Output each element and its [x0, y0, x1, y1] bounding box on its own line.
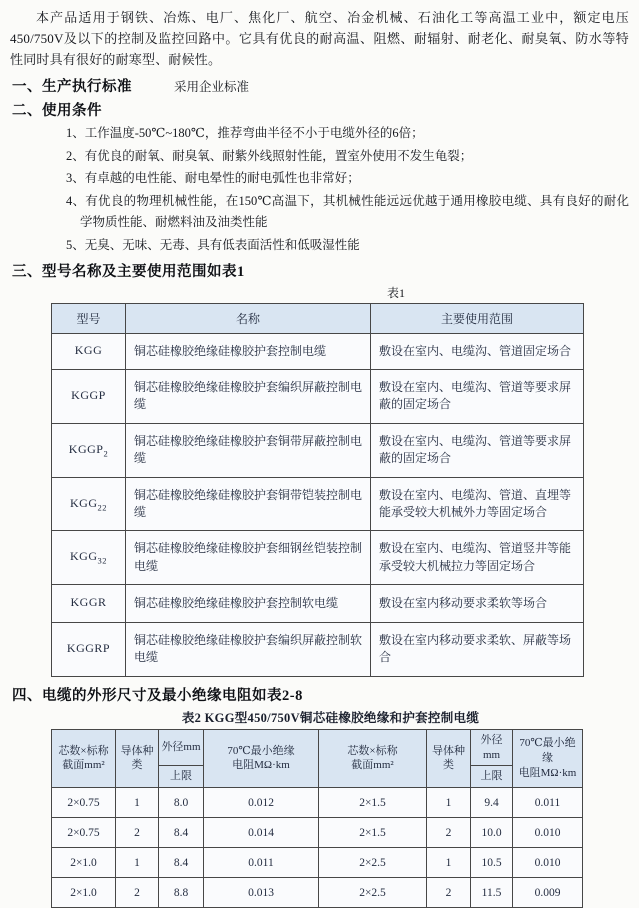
value-cell: 2×1.5 — [319, 788, 427, 818]
name-cell: 铜芯硅橡胶绝缘硅橡胶护套编织屏蔽控制电缆 — [126, 370, 371, 424]
section-2-heading: 二、使用条件 — [12, 103, 102, 120]
table2-header-ir-left — [204, 729, 319, 788]
spec-line1: 芯数×标称 — [58, 744, 109, 757]
value-cell: 0.012 — [204, 788, 319, 818]
table-row — [52, 848, 583, 878]
value-cell: 2 — [427, 818, 471, 848]
value-cell: 2×1.0 — [52, 848, 116, 878]
table1-label: 表1 — [387, 286, 406, 301]
model-range-table — [51, 303, 584, 676]
intro-paragraph: 本产品适用于钢铁、冶炼、电厂、焦化厂、航空、冶金机械、石油化工等高温工业中，额定电压450/750V及以下的控制及监控回路中。它具有优良的耐高温、阻燃、耐辐射、耐老化、耐臭氧、防水等特性同时具有很好的耐寒型、耐候性。 — [10, 10, 629, 67]
value-cell: 0.014 — [204, 818, 319, 848]
model-cell: KGGR — [52, 585, 126, 623]
range-cell: 敷设在室内、电缆沟、管道竖井等能承受较大机械拉力等固定场合 — [371, 531, 584, 585]
table-row — [52, 622, 584, 676]
value-cell: 2×0.75 — [52, 818, 116, 848]
value-cell: 1 — [116, 788, 159, 818]
section-1-body: 采用企业标准 — [174, 80, 250, 95]
value-cell: 0.010 — [513, 818, 583, 848]
value-cell: 0.013 — [204, 878, 319, 908]
model-cell: $KGG_{22}$ — [52, 477, 126, 531]
model-cell: KGGRP — [52, 622, 126, 676]
range-cell: 敷设在室内移动要求柔软、屏蔽等场合 — [371, 622, 584, 676]
value-cell: 2×0.75 — [52, 788, 116, 818]
condition-item: 5、无臭、无味、无毒、具有低表面活性和低吸湿性能 — [66, 237, 360, 252]
value-cell: 2×1.5 — [319, 818, 427, 848]
table-row — [52, 818, 583, 848]
table2-header-spec-right — [319, 729, 427, 788]
range-cell: 敷设在室内、电缆沟、管道、直埋等能承受较大机械外力等固定场合 — [371, 477, 584, 531]
table-row — [52, 585, 584, 623]
ir-line1: 70℃最小绝缘 — [519, 737, 576, 765]
value-cell: 2 — [427, 878, 471, 908]
range-cell: 敷设在室内、电缆沟、管道等要求屏蔽的固定场合 — [371, 423, 584, 477]
table-row — [52, 477, 584, 531]
value-cell: 8.0 — [159, 788, 204, 818]
condition-item: 3、有卓越的电性能、耐电晕性的耐电弧性也非常好； — [66, 171, 360, 186]
name-cell: 铜芯硅橡胶绝缘硅橡胶护套铜带铠装控制电缆 — [126, 477, 371, 531]
section-4 — [12, 684, 629, 705]
value-cell: 1 — [427, 848, 471, 878]
ir-line2: 电阻MΩ·km — [518, 766, 577, 779]
spec-line2: 截面mm² — [62, 759, 105, 772]
table2-header-od-limit-left: 上限 — [159, 766, 204, 788]
table2-header-od-limit-right: 上限 — [471, 766, 513, 788]
value-cell: 0.009 — [513, 878, 583, 908]
value-cell: 2 — [116, 878, 159, 908]
table1-header-name: 名称 — [126, 304, 371, 334]
value-cell: 2 — [116, 818, 159, 848]
value-cell: 2×1.0 — [52, 878, 116, 908]
value-cell: 2×2.5 — [319, 848, 427, 878]
name-cell: 铜芯硅橡胶绝缘硅橡胶护套铜带屏蔽控制电缆 — [126, 423, 371, 477]
name-cell: 铜芯硅橡胶绝缘硅橡胶护套编织屏蔽控制软电缆 — [126, 622, 371, 676]
usage-conditions-list — [10, 123, 629, 256]
table2-header-conductor-right: 导体种类 — [427, 729, 471, 788]
table2-header-conductor-left: 导体种类 — [116, 729, 159, 788]
value-cell: 1 — [427, 788, 471, 818]
table2-header — [52, 729, 583, 788]
range-cell: 敷设在室内、电缆沟、管道固定场合 — [371, 334, 584, 370]
condition-item: 4、有优良的物理机械性能，在150℃高温下，其机械性能远远优越于通用橡胶电缆、具有良好的耐化学物质性能、耐燃料油及油类性能 — [66, 193, 629, 230]
spec-line2: 截面mm² — [351, 759, 394, 772]
spec-line1: 芯数×标称 — [347, 744, 398, 757]
value-cell: 9.4 — [471, 788, 513, 818]
value-cell: 8.8 — [159, 878, 204, 908]
ir-line2: 电阻MΩ·km — [232, 759, 290, 772]
name-cell: 铜芯硅橡胶绝缘硅橡胶护套控制电缆 — [126, 334, 371, 370]
section-1 — [12, 75, 629, 96]
value-cell: 10.5 — [471, 848, 513, 878]
section-3 — [12, 260, 629, 281]
table-row — [52, 878, 583, 908]
dimensions-resistance-table — [51, 729, 583, 908]
value-cell: 0.010 — [513, 848, 583, 878]
model-cell: $KGGP_2$ — [52, 423, 126, 477]
section-4-heading: 四、电缆的外形尺寸及最小绝缘电阻如表2-8 — [12, 687, 303, 704]
range-cell: 敷设在室内移动要求柔软等场合 — [371, 585, 584, 623]
name-cell: 铜芯硅橡胶绝缘硅橡胶护套控制软电缆 — [126, 585, 371, 623]
table2-header-ir-right — [513, 729, 583, 788]
value-cell: 2×2.5 — [319, 878, 427, 908]
table1-header-row — [52, 304, 584, 334]
model-cell: KGG — [52, 334, 126, 370]
condition-item: 2、有优良的耐氧、耐臭氧、耐紫外线照射性能，置室外使用不发生龟裂； — [66, 148, 473, 163]
table2-header-od-right: 外径mm — [471, 729, 513, 766]
table-row — [52, 334, 584, 370]
value-cell: 0.011 — [204, 848, 319, 878]
table1-header-range: 主要使用范围 — [371, 304, 584, 334]
table-row — [52, 370, 584, 424]
value-cell: 1 — [116, 848, 159, 878]
condition-item: 1、工作温度-50℃~180℃，推荐弯曲半径不小于电缆外径的6倍； — [66, 126, 424, 141]
table1-header-model: 型号 — [52, 304, 126, 334]
table-row — [52, 531, 584, 585]
value-cell: 8.4 — [159, 818, 204, 848]
value-cell: 8.4 — [159, 848, 204, 878]
table-row — [52, 423, 584, 477]
section-3-heading: 三、型号名称及主要使用范围如表1 — [12, 264, 245, 281]
table-row — [52, 788, 583, 818]
name-cell: 铜芯硅橡胶绝缘硅橡胶护套细钢丝铠装控制电缆 — [126, 531, 371, 585]
table2-caption: 表2 KGG型450/750V铜芯硅橡胶绝缘和护套控制电缆 — [181, 710, 480, 725]
model-cell: $KGG_{32}$ — [52, 531, 126, 585]
section-1-heading: 一、生产执行标准 — [12, 79, 132, 96]
ir-line1: 70℃最小绝缘 — [227, 744, 295, 757]
value-cell: 0.011 — [513, 788, 583, 818]
table2-header-spec-left — [52, 729, 116, 788]
model-cell: KGGP — [52, 370, 126, 424]
value-cell: 10.0 — [471, 818, 513, 848]
value-cell: 11.5 — [471, 878, 513, 908]
table2-header-od-left: 外径mm — [159, 729, 204, 766]
section-2 — [12, 99, 629, 120]
range-cell: 敷设在室内、电缆沟、管道等要求屏蔽的固定场合 — [371, 370, 584, 424]
